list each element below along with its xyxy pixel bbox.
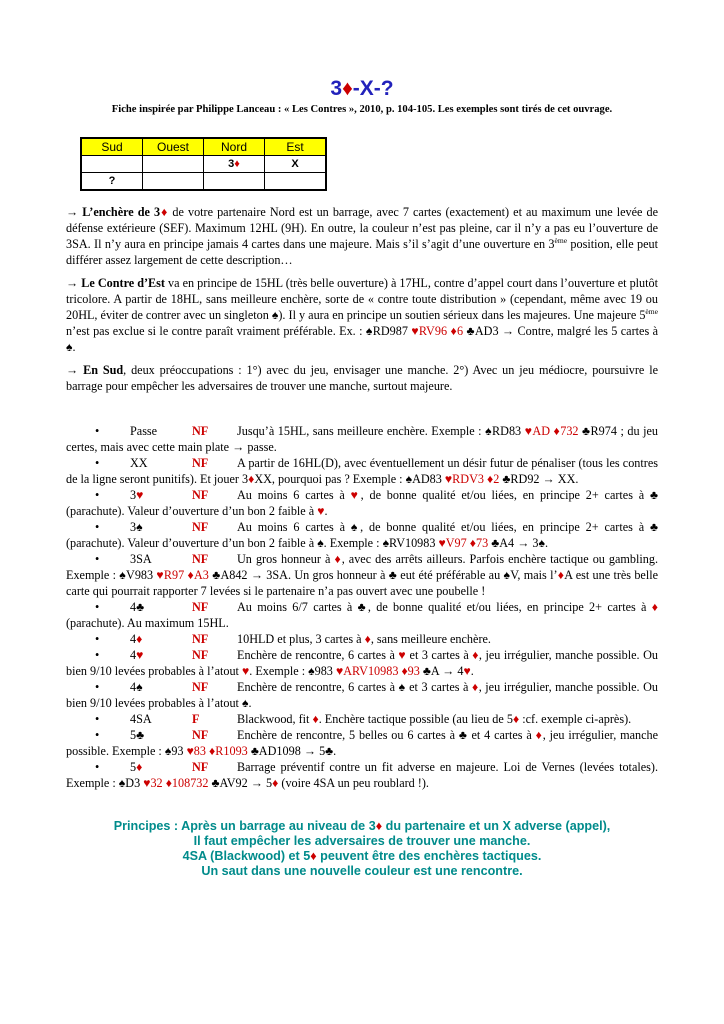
bid-item-5d xyxy=(66,759,658,791)
principles-line: Un saut dans une nouvelle couleur est une rencontre. xyxy=(201,864,523,878)
heart-suit-icon: ♥ xyxy=(350,488,361,502)
diamond-suit-icon: ♦ xyxy=(312,712,319,726)
forcing-badge: NF xyxy=(192,456,209,470)
bid-item-3sa xyxy=(66,551,658,599)
bid-item-4c xyxy=(66,599,658,631)
diamond-suit-icon: ♦ xyxy=(136,632,143,646)
bid-item-4sa xyxy=(66,711,658,727)
diamond-suit-icon: ♦ xyxy=(310,849,317,863)
principles-note xyxy=(66,819,658,879)
bid-label: 3♥ xyxy=(130,488,144,502)
bid-label: 4♣ xyxy=(130,600,145,614)
bid-description: 10HLD et plus, 3 cartes à ♦, sans meilleure enchère. xyxy=(237,632,491,646)
diamond-suit-icon: ♦ xyxy=(472,648,479,662)
forcing-badge: NF xyxy=(192,600,209,614)
forcing-badge: NF xyxy=(192,424,209,438)
diamond-suit-icon: ♦ xyxy=(512,712,520,726)
diamond-suit-icon: ♦ xyxy=(160,205,169,219)
principles-line: Principes : Après un barrage au niveau de 3♦ du partenaire et un X adverse (appel), xyxy=(113,819,611,833)
heart-suit-icon: ♥ xyxy=(136,488,144,502)
bullet-icon: • xyxy=(95,552,100,566)
subtitle: Fiche inspirée par Philippe Lanceau : « Les Contres », 2010, p. 104-105. Les exemples sont tirés de cet ouvrage. xyxy=(111,104,613,115)
bid-label: 4♠ xyxy=(130,680,143,694)
diamond-suit-icon: ♦ xyxy=(364,632,371,646)
bid-item-4d xyxy=(66,631,658,647)
bullet-icon: • xyxy=(95,600,100,614)
bullet-icon: • xyxy=(95,632,100,646)
principles-line: Il faut empêcher les adversaires de trouver une manche. xyxy=(193,834,531,848)
cell-sud-row2: ? xyxy=(81,173,143,191)
cell-est-row2 xyxy=(265,173,327,191)
forcing-badge: NF xyxy=(192,648,209,662)
cell-nord-row1: 3♦ xyxy=(204,156,265,173)
bullet-icon: • xyxy=(95,456,100,470)
forcing-badge: NF xyxy=(192,632,209,646)
bid-label: 4♥ xyxy=(130,648,144,662)
diamond-suit-icon: ♦ xyxy=(471,680,479,694)
bid-description: Au moins 6 cartes à ♠, de bonne qualité et/ou liées, en principe 2+ cartes à ♣ (parachute). Valeur d’ouverture d’un bon 2 faible à ♠. Exemple : ♠RV10983 ♥V97 ♦73 ♣A4 → 3♠. xyxy=(66,520,658,550)
bidding-table xyxy=(80,137,327,191)
bid-item-3h xyxy=(66,487,658,519)
heart-suit-icon: ♥ xyxy=(463,664,471,678)
table-row xyxy=(81,156,326,173)
bid-item-xx xyxy=(66,455,658,487)
cell-est-row1: X xyxy=(265,156,327,173)
heart-suit-icon: ♥ xyxy=(398,648,407,662)
table-header-ouest: Ouest xyxy=(143,138,204,156)
bid-description: A partir de 16HL(D), avec éventuellement un désir futur de pénaliser (tous les contres de la ligne seront punitifs). Et jouer 3♦XX, pourquoi pas ? Exemple : ♠AD83 ♥RDV3 ♦2 ♣RD92 → XX. xyxy=(66,456,658,486)
bid-description: Un gros honneur à ♦, avec des arrêts ailleurs. Parfois enchère tactique ou gambling. Exemple : ♠V983 ♥R97 ♦A3 ♣A842 → 3SA. Un gros honneur à ♣ eut été préférable au ♠V, mais l’♦A est une très belle carte qui pourrait rapporter 7 levées si le partenaire n’a pas ouvert avec une poubelle ! xyxy=(66,552,659,598)
cell-sud-row1 xyxy=(81,156,143,173)
diamond-suit-icon: ♦ xyxy=(342,77,353,100)
bullet-icon: • xyxy=(95,424,100,438)
diamond-suit-icon: ♦ xyxy=(248,472,255,486)
forcing-badge: NF xyxy=(192,680,209,694)
table-row xyxy=(81,173,326,191)
bid-label: 3SA xyxy=(130,552,152,566)
bid-list xyxy=(66,423,658,791)
forcing-badge: NF xyxy=(192,520,209,534)
principles-line: 4SA (Blackwood) et 5♦ peuvent être des enchères tactiques. xyxy=(182,849,542,863)
forcing-badge: NF xyxy=(192,552,209,566)
table-header-est: Est xyxy=(265,138,327,156)
bullet-icon: • xyxy=(95,488,100,502)
bid-description: Jusqu’à 15HL, sans meilleure enchère. Exemple : ♠RD83 ♥AD ♦732 ♣R974 ; du jeu certes, mais avec cette main plate → passe. xyxy=(66,424,659,454)
heart-suit-icon: ♥ xyxy=(317,504,325,518)
bid-description: Au moins 6 cartes à ♥, de bonne qualité et/ou liées, en principe 2+ cartes à ♣ (parachute). Valeur d’ouverture d’un bon 2 faible à ♥. xyxy=(66,488,658,518)
bullet-icon: • xyxy=(95,680,100,694)
bid-label: 4♦ xyxy=(130,632,143,646)
bid-item-4h xyxy=(66,647,658,679)
bid-label: XX xyxy=(130,456,148,470)
heart-suit-icon: ♥ xyxy=(136,648,144,662)
bullet-icon: • xyxy=(95,760,100,774)
diamond-suit-icon: ♦ xyxy=(375,819,383,833)
bid-label: 5♦ xyxy=(130,760,143,774)
cell-nord-row2 xyxy=(204,173,265,191)
bullet-icon: • xyxy=(95,712,100,726)
bidding-table-header-row xyxy=(81,138,326,156)
bid-item-5c xyxy=(66,727,658,759)
heart-suit-icon: ♥ xyxy=(242,664,250,678)
diamond-suit-icon: ♦ xyxy=(651,600,658,614)
diamond-suit-icon: ♦ xyxy=(557,568,565,582)
bid-label: Passe xyxy=(130,424,158,438)
bullet-icon: • xyxy=(95,648,100,662)
diamond-suit-icon: ♦ xyxy=(234,158,240,170)
bullet-icon: • xyxy=(95,520,100,534)
bid-label: 4SA xyxy=(130,712,152,726)
bid-item-4s xyxy=(66,679,658,711)
bid-label: 3♠ xyxy=(130,520,143,534)
diamond-suit-icon: ♦ xyxy=(334,552,342,566)
paragraph-enchere-3d: → L’enchère de 3♦ de votre partenaire Nord est un barrage, avec 7 cartes (exactement) et au maximum une levée de défense extérieure (SEF). Maximum 12HL (9H). En outre, la couleur n’est pas pleine, car il n’y a pas eu l’ouverture de 3SA. Il n’y aura en principe jamais 4 cartes dans une majeure. Mais s’il s’agit d’une ouverture en 3ème position, elle peut différer assez largement de cette description… xyxy=(66,205,659,267)
paragraph-contre-est: → Le Contre d’Est va en principe de 15HL (très belle ouverture) à 17HL, contre d’appel court dans l’ouverture et plutôt tricolore. A partir de 18HL, sans meilleure enchère, sorte de « contre toute distribution » (cependant, même avec 19 ou 20HL, éviter de contrer avec un singleton ♠). Il y aura en principe un soutien sérieux dans les majeures. Une majeure 5ème n’est pas exclue si le contre paraît vraiment préférable. Ex. : ♠RD987 ♥RV96 ♦6 ♣AD3 → Contre, malgré les 5 cartes à ♠. xyxy=(66,276,659,354)
forcing-badge: F xyxy=(192,712,200,726)
forcing-badge: NF xyxy=(192,760,209,774)
cell-ouest-row2 xyxy=(143,173,204,191)
diamond-suit-icon: ♦ xyxy=(272,776,279,790)
page-title: 3♦-X-? xyxy=(330,77,394,100)
forcing-badge: NF xyxy=(192,488,209,502)
table-header-sud: Sud xyxy=(81,138,143,156)
bid-description: Enchère de rencontre, 6 cartes à ♥ et 3 cartes à ♦, jeu irrégulier, manche possible. Ou bien 9/10 levées probables à l’atout ♥. Exemple : ♠983 ♥ARV10983 ♦93 ♣A → 4♥. xyxy=(66,648,658,678)
bid-description: Enchère de rencontre, 6 cartes à ♠ et 3 cartes à ♦, jeu irrégulier, manche possible. Ou bien 9/10 levées probables à l’atout ♠. xyxy=(66,680,659,710)
bid-item-3s xyxy=(66,519,658,551)
paragraph-en-sud: → En Sud, deux préoccupations : 1°) avec du jeu, envisager une manche. 2°) Avec un jeu médiocre, poursuivre le barrage pour empêcher les adversaires de trouver une manche, surtout majeure. xyxy=(66,363,659,393)
table-header-nord: Nord xyxy=(204,138,265,156)
forcing-badge: NF xyxy=(192,728,209,742)
diamond-suit-icon: ♦ xyxy=(535,728,543,742)
bid-description: Enchère de rencontre, 5 belles ou 6 cartes à ♣ et 4 cartes à ♦, jeu irrégulier, manche possible. Exemple : ♠93 ♥83 ♦R1093 ♣AD1098 → 5♣. xyxy=(66,728,658,758)
bid-description: Barrage préventif contre un fit adverse en majeure. Loi de Vernes (levées totales). Exemple : ♠D3 ♥32 ♦108732 ♣AV92 → 5♦ (voire 4SA un peu roublard !). xyxy=(66,760,658,790)
cell-ouest-row1 xyxy=(143,156,204,173)
bid-item-passe xyxy=(66,423,658,455)
bullet-icon: • xyxy=(95,728,100,742)
bid-description: Blackwood, fit ♦. Enchère tactique possible (au lieu de 5♦ :cf. exemple ci-après). xyxy=(237,712,632,726)
diamond-suit-icon: ♦ xyxy=(136,760,143,774)
bid-label: 5♣ xyxy=(130,728,145,742)
bid-description: Au moins 6/7 cartes à ♣, de bonne qualité et/ou liées, en principe 2+ cartes à ♦ (parachute). Au maximum 15HL. xyxy=(66,600,658,630)
